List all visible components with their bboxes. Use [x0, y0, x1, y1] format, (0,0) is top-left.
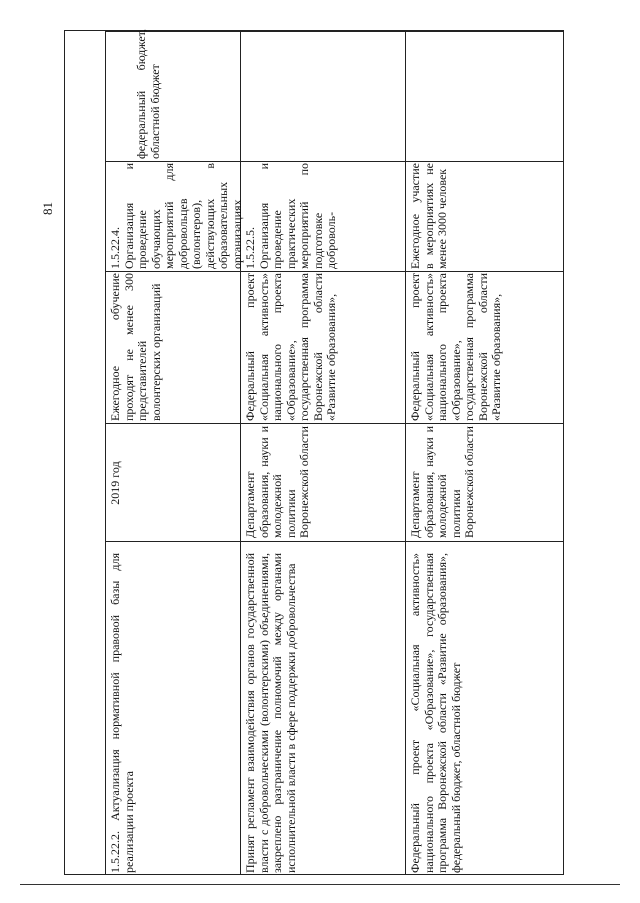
- cell: [240, 423, 405, 541]
- cell: [105, 31, 240, 161]
- cell: [405, 161, 565, 271]
- activity-text: 1.5.22.4. Организация и проведение обучающих мероприятий для добровольцев (волонтеров), действующих в образовательных организациях: [108, 163, 244, 269]
- result-text: Ежегодное обучение проходят не менее 300 представителей волонтерских организаций: [108, 273, 163, 421]
- cell: [405, 271, 565, 423]
- executor-text: Департамент образования, науки и молодежной политики Воронежской области: [243, 426, 311, 538]
- cell: [240, 541, 405, 876]
- funding-text: Федеральный проект «Социальная активность» национального проекта «Образование», государственная программа Воронежской области «Развитие образования»,: [243, 273, 338, 421]
- top-funding-text: федеральный бюджет, областной бюджет: [134, 29, 162, 159]
- cell: [240, 271, 405, 423]
- cell: [105, 541, 240, 876]
- activity-text: 1.5.22.5. Организация и проведение практических мероприятий по подготовке доброволь-: [243, 163, 338, 269]
- result-text: Принят регламент взаимодействия органов государственной власти с добровольческими (волонтерскими) объединениями, закреплено разграничение полномочий между органами исполнительной власти в сфере поддержки добровольчества: [243, 553, 298, 873]
- cell: [105, 423, 240, 541]
- page-number: 81: [40, 202, 55, 215]
- cell: [105, 271, 240, 423]
- funding-text: Федеральный проект «Социальная активность» национального проекта «Образование», государственная программа Воронежской области «Развитие образования»,: [408, 273, 503, 421]
- result-text: Ежегодное участие в мероприятиях не менее 3000 человек: [408, 163, 449, 269]
- cell: [405, 541, 565, 876]
- cell: [240, 161, 405, 271]
- cell: [405, 423, 565, 541]
- bottom-rule: [20, 884, 620, 885]
- executor-text: Департамент образования, науки и молодежной политики Воронежской области: [408, 426, 476, 538]
- funding-text: Федеральный проект «Социальная активность» национального проекта «Образование», государственная программа Воронежской области «Развитие образования», федеральный бюджет, областной бюджет: [408, 553, 463, 873]
- table: [64, 30, 564, 875]
- period-text: 2019 год: [108, 461, 122, 505]
- cell: [105, 161, 244, 271]
- activity-text: 1.5.22.2. Актуализация нормативной правовой базы для реализации проекта: [108, 553, 136, 873]
